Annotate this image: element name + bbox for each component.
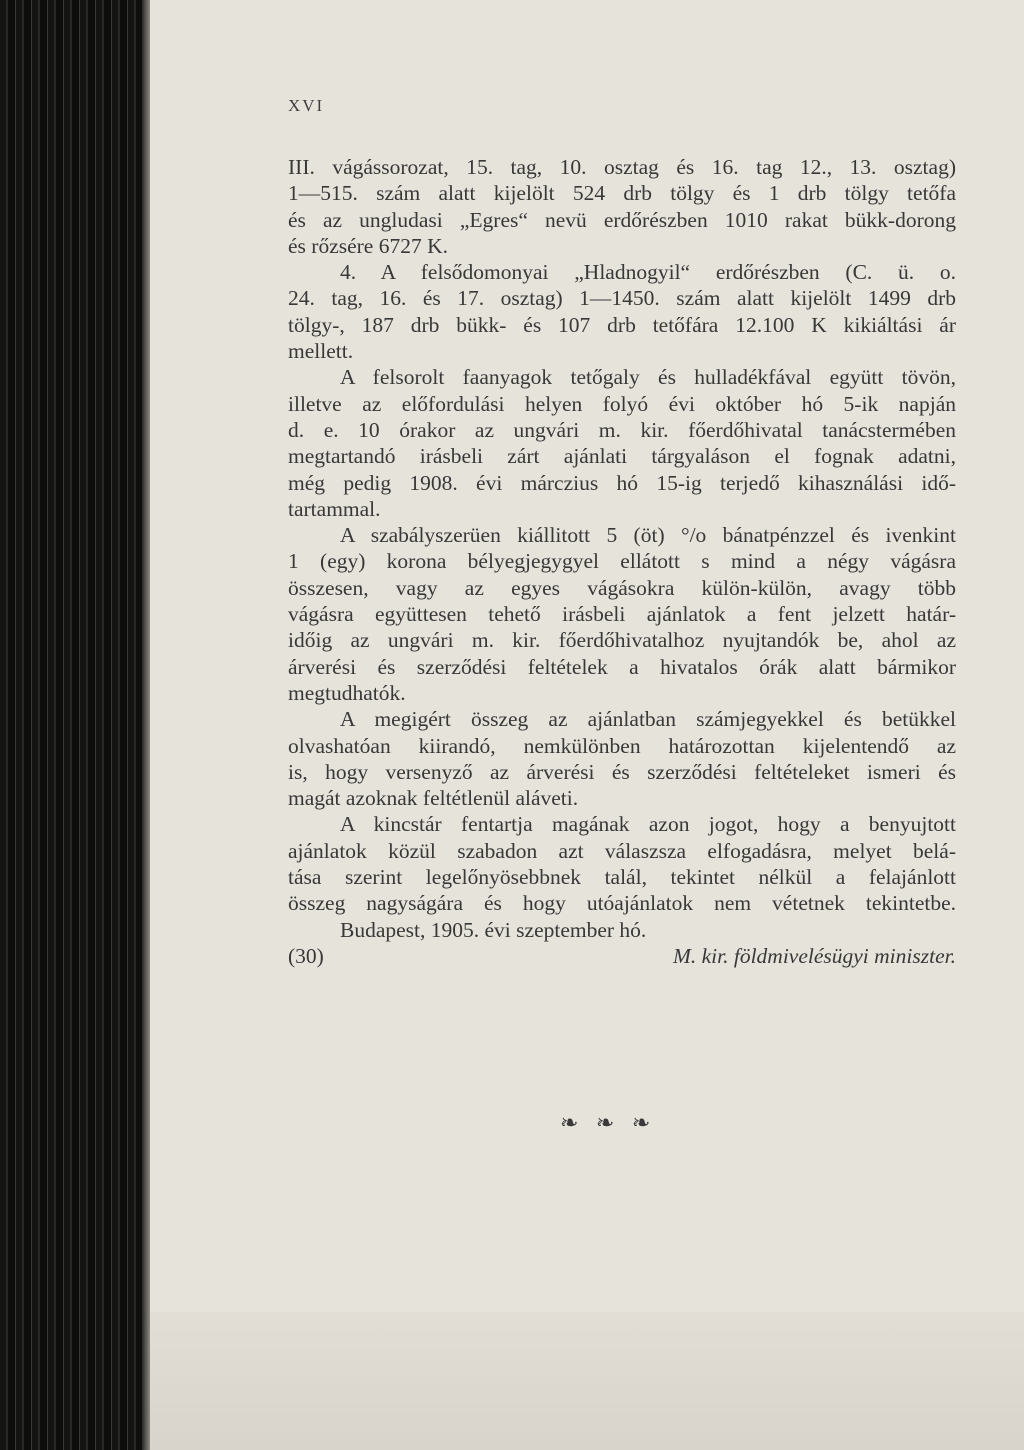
ornament-flourish: ❧ ❧ ❧ bbox=[560, 1110, 657, 1135]
text-line: 24. tag, 16. és 17. osztag) 1—1450. szám alatt kijelölt 1499 drb bbox=[288, 286, 956, 311]
book-binding-edge bbox=[0, 0, 150, 1450]
text-line: 4. A felsődomonyai „Hladnogyil“ erdőrészben (C. ü. o. bbox=[340, 260, 956, 285]
text-line: időig az ungvári m. kir. főerdőhivatalhoz nyujtandók be, ahol az bbox=[288, 628, 956, 653]
body-text bbox=[288, 154, 956, 969]
signature-line bbox=[288, 943, 956, 969]
text-line: mellett. bbox=[288, 339, 354, 364]
text-line: tartammal. bbox=[288, 496, 381, 521]
text-line: és az ungludasi „Egres“ nevü erdőrészben 1010 rakat bükk-dorong bbox=[288, 207, 956, 232]
text-line: III. vágássorozat, 15. tag, 10. osztag és 16. tag 12., 13. osztag) bbox=[288, 155, 956, 179]
signature: M. kir. földmivelésügyi miniszter. bbox=[672, 943, 956, 968]
text-line: tása szerint legelőnyösebbnek talál, tekintet nélkül a felajánlott bbox=[288, 865, 956, 890]
text-line: A kincstár fentartja magának azon jogot, hogy a benyujtott bbox=[340, 812, 956, 837]
text-line: illetve az előfordulási helyen folyó évi október hó 5-ik napján bbox=[288, 391, 956, 416]
text-line: 1—515. szám alatt kijelölt 524 drb tölgy és 1 drb tölgy tetőfa bbox=[288, 181, 956, 206]
text-line: is, hogy versenyző az árverési és szerződési feltételeket ismeri és bbox=[288, 759, 956, 784]
page-bottom-shade bbox=[150, 1312, 1024, 1450]
text-line: olvashatóan kiirandó, nemkülönben határozottan kijelentendő az bbox=[288, 733, 956, 758]
reference-number: (30) bbox=[288, 943, 324, 968]
text-line: árverési és szerződési feltételek a hivatalos órák alatt bármikor bbox=[288, 654, 956, 679]
text-line: A szabályszerüen kiállitott 5 (öt) °/o bánatpénzzel és ivenkint bbox=[340, 523, 956, 548]
text-line: és rőzsére 6727 K. bbox=[288, 233, 449, 258]
page-number: XVI bbox=[288, 96, 325, 115]
text-line: Budapest, 1905. évi szeptember hó. bbox=[340, 917, 647, 942]
text-line: magát azoknak feltétlenül aláveti. bbox=[288, 786, 579, 811]
text-line: tölgy-, 187 drb bükk- és 107 drb tetőfára 12.100 K kikiáltási ár bbox=[288, 312, 956, 337]
text-line: még pedig 1908. évi márczius hó 15-ig terjedő kihasználási idő- bbox=[288, 470, 956, 495]
text-line: A felsorolt faanyagok tetőgaly és hulladékfával együtt tövön, bbox=[340, 365, 956, 390]
text-line: d. e. 10 órakor az ungvári m. kir. főerdőhivatal tanácstermében bbox=[288, 417, 956, 442]
text-line: ajánlatok közül szabadon azt válaszsza elfogadásra, melyet belá- bbox=[288, 838, 956, 863]
text-line: összesen, vagy az egyes vágásokra külön-külön, avagy több bbox=[288, 575, 956, 600]
text-line: megtudhatók. bbox=[288, 680, 406, 705]
text-line: A megigért összeg az ajánlatban számjegyekkel és betükkel bbox=[340, 707, 956, 732]
text-line: megtartandó irásbeli zárt ajánlati tárgyaláson el fognak adatni, bbox=[288, 444, 956, 469]
text-line: 1 (egy) korona bélyegjegygyel ellátott s mind a négy vágásra bbox=[288, 549, 956, 574]
text-line: vágásra együttesen tehető irásbeli ajánlatok a fent jelzett határ- bbox=[288, 602, 956, 627]
text-line: összeg nagyságára és hogy utóajánlatok nem vétetnek tekintetbe. bbox=[288, 891, 956, 916]
